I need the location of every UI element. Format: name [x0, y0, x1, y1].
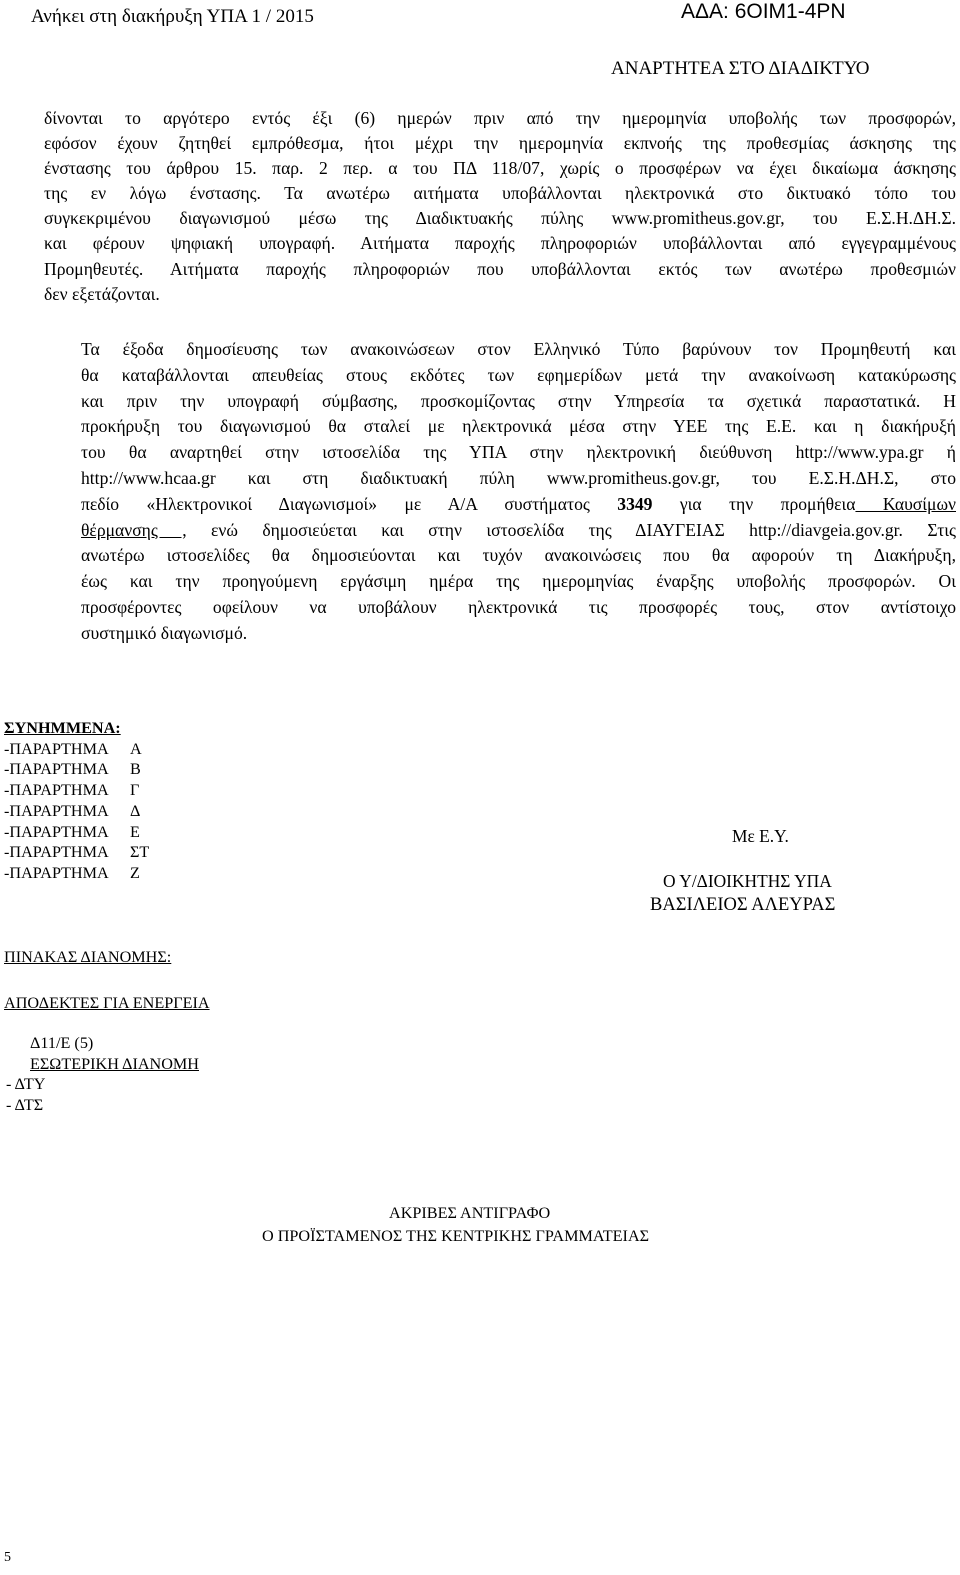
header-document-reference: Ανήκει στη διακήρυξη ΥΠΑ 1 / 2015: [31, 6, 314, 27]
publication-costs-paragraph: [81, 337, 956, 647]
paragraph-line: προσφέροντες οφείλουν να υποβάλουν ηλεκτρονικά τις προσφορές τους, στον αντίστοιχο: [81, 596, 956, 617]
internal-distribution-title: ΕΣΩΤΕΡΙΚΗ ΔΙΑΝΟΜΗ: [30, 1054, 199, 1073]
paragraph-line: του θα αναρτηθεί στην ιστοσελίδα της ΥΠΑ στην ηλεκτρονική διεύθυνση http://www.ypa.gr ή: [81, 442, 956, 463]
attachment-item: -ΠΑΡΑΡΤΗΜΑ Ε: [4, 822, 140, 841]
paragraph-line: [81, 518, 956, 544]
paragraph-line: θα καταβάλλονται απευθείας στους εκδότες των εφημερίδων μετά την ανακοίνωση κατακύρωσης: [81, 364, 956, 385]
line-text: για την προμήθεια: [652, 493, 856, 514]
paragraph-line: και πριν την υπογραφή σύμβασης, προσκομίζοντας στην Υπηρεσία τα σχετικά παραστατικά. Η: [81, 390, 956, 411]
signatory-title: Ο Υ/ΔΙΟΙΚΗΤΗΣ ΥΠΑ: [663, 871, 832, 891]
paragraph-line: δίνονται το αργότερο εντός έξι (6) ημερών πριν από την ημερομηνία υποβολής των προσφορών,: [44, 108, 956, 128]
recipients-title: ΑΠΟΔΕΚΤΕΣ ΓΙΑ ΕΝΕΡΓΕΙΑ: [4, 994, 210, 1012]
paragraph-line: και φέρουν ψηφιακή υπογραφή. Αιτήματα παροχής πληροφοριών υποβάλλονται από εγγεγραμμένους: [44, 233, 956, 254]
recipient-item: Δ11/Ε (5): [30, 1034, 94, 1052]
procurement-subject: θέρμανσης ,: [81, 519, 187, 540]
distribution-list: [6, 1033, 199, 1115]
header-ada-code: ΑΔΑ: 6ΟΙΜ1-4ΡΝ: [681, 0, 846, 23]
line-text: πεδίο «Ηλεκτρονικοί Διαγωνισμοί» με Α/Α συστήματος: [81, 493, 618, 514]
attachment-item: -ΠΑΡΑΡΤΗΜΑ Β: [4, 760, 141, 779]
procurement-subject: Καυσίμων: [855, 493, 956, 514]
clarifications-paragraph: [44, 106, 956, 307]
attachments-title: ΣΥΝΗΜΜΕΝΑ:: [4, 719, 121, 737]
true-copy-stamp: ΑΚΡΙΒΕΣ ΑΝΤΙΓΡΑΦΟ: [389, 1204, 551, 1222]
paragraph-line: [81, 492, 956, 518]
paragraph-line: εφόσον έχουν ζητηθεί εμπρόθεσμα, ήτοι μέχρι την ημερομηνία εκπνοής της προθεσμίας άσκησης της: [44, 133, 956, 154]
attachment-item: -ΠΑΡΑΡΤΗΜΑ Γ: [4, 781, 140, 800]
distribution-title: ΠΙΝΑΚΑΣ ΔΙΑΝΟΜΗΣ:: [4, 948, 172, 966]
paragraph-line: συγκεκριμένου διαγωνισμού μέσω της Διαδικτυακής πύλης www.promitheus.gov.gr, του Ε.Σ.Η.ΔΗ.Σ.: [44, 208, 956, 229]
attachment-item: -ΠΑΡΑΡΤΗΜΑ Α: [4, 739, 142, 758]
attachments-list: [4, 718, 149, 884]
signatory-name: ΒΑΣΙΛΕΙΟΣ ΑΛΕΥΡΑΣ: [650, 895, 836, 915]
paragraph-line: ανωτέρω ιστοσελίδες θα δημοσιεύονται και τυχόν ανακοινώσεις που θα αφορούν τη Διακήρυξη,: [81, 545, 956, 566]
paragraph-line: δεν εξετάζονται.: [44, 283, 160, 304]
paragraph-line: Προμηθευτές. Αιτήματα παροχής πληροφοριών που υποβάλλονται εκτός των ανωτέρω προθεσμιών: [44, 258, 956, 279]
header-posting-note: ΑΝΑΡΤΗΤΕΑ ΣΤΟ ΔΙΑΔΙΚΤΥΟ: [611, 58, 870, 79]
paragraph-line: Τα έξοδα δημοσίευσης των ανακοινώσεων στον Ελληνικό Τύπο βαρύνουν τον Προμηθευτή και: [81, 339, 956, 359]
paragraph-line: της εν λόγω ένστασης. Τα ανωτέρω αιτήματα υποβάλλονται ηλεκτρονικά στο δικτυακό τόπο του: [44, 183, 956, 204]
system-number: 3349: [617, 493, 653, 514]
paragraph-line: συστημικό διαγωνισμό.: [81, 622, 248, 643]
paragraph-line: http://www.hcaa.gr και στη διαδικτυακή πύλη www.promitheus.gov.gr, του Ε.Σ.Η.ΔΗ.Σ, στο: [81, 467, 956, 488]
internal-distribution-item: - ΔΤΥ: [6, 1075, 46, 1094]
signature-order: Με Ε.Υ.: [732, 826, 789, 846]
attachment-item: -ΠΑΡΑΡΤΗΜΑ Ζ: [4, 863, 140, 882]
internal-distribution-item: - ΔΤΣ: [6, 1095, 44, 1114]
page-number: 5: [4, 1550, 11, 1565]
line-text: ενώ δημοσιεύεται και στην ιστοσελίδα της ΔΙΑΥΓΕΙΑΣ http://diavgeia.gov.gr. Στις: [186, 519, 957, 540]
paragraph-line: έως και την προηγούμενη εργάσιμη ημέρα της ημερομηνίας έναρξης υποβολής προσφορών. Οι: [81, 571, 956, 592]
attachment-item: -ΠΑΡΑΡΤΗΜΑ Δ: [4, 801, 141, 820]
paragraph-line: ένστασης του άρθρου 15. παρ. 2 περ. α του ΠΔ 118/07, χωρίς ο προσφέρων να έχει δικαίωμα άσκησης: [44, 158, 956, 179]
paragraph-line: προκήρυξη του διαγωνισμού θα σταλεί με ηλεκτρονικά μέσα στην ΥΕΕ της Ε.Ε. και η διακήρυξή: [81, 416, 956, 437]
true-copy-signatory: Ο ΠΡΟΪΣΤΑΜΕΝΟΣ ΤΗΣ ΚΕΝΤΡΙΚΗΣ ΓΡΑΜΜΑΤΕΙΑΣ: [262, 1227, 650, 1245]
attachment-item: -ΠΑΡΑΡΤΗΜΑ ΣΤ: [4, 843, 150, 862]
